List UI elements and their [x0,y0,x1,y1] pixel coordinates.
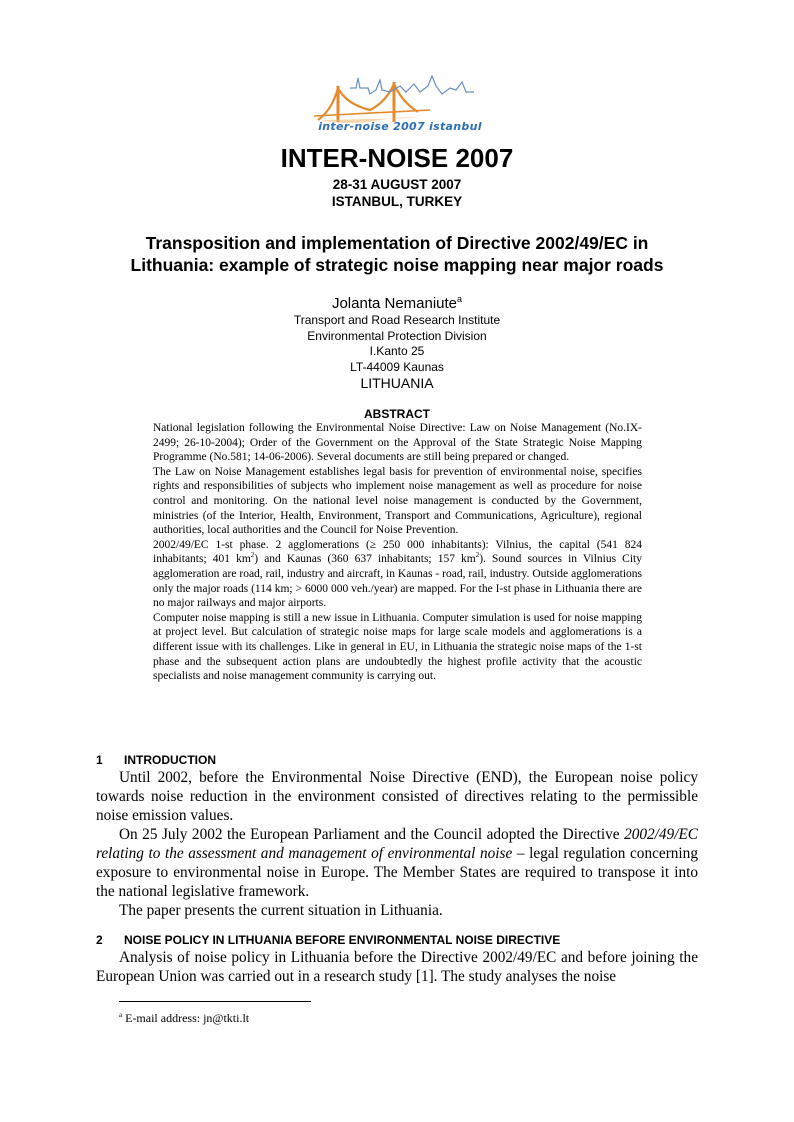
body-paragraph: The paper presents the current situation in Lithuania. [119,902,443,919]
paper-title-line-1: Transposition and implementation of Directive 2002/49/EC in [145,233,649,253]
logo-caption: inter-noise 2007 istanbul [318,120,482,133]
footnote: $^a$ E-mail address: jn@tkti.lt [119,1011,250,1025]
section-heading-noise-policy: 2 NOISE POLICY IN LITHUANIA BEFORE ENVIRONMENTAL NOISE DIRECTIVE [96,933,561,947]
body-paragraph: On 25 July 2002 the European Parliament and the Council adopted the Directive 2002/49/EC relating to the assessment and management of environmental noise – legal regulation concerning exposure to environmental noise in Europe. The Member States are required to transpose it into the national legislative framework. [96,826,698,900]
abstract-heading: ABSTRACT [364,407,430,421]
abstract-paragraph: The Law on Noise Management establishes legal basis for prevention of environmental noise, specifies rights and responsibilities of subjects who implement noise management as well as procedure for noise control and monitoring. On the national level noise management is conducted by the Government, ministries (of the Interior, Health, Environment, Transport and Communications, Agriculture), regional authorities, local authorities and the Council for Noise Prevention. [153,465,642,537]
affiliation-street: I.Kanto 25 [369,344,425,358]
affiliation-country: LITHUANIA [360,375,434,391]
author-name: Jolanta Nemaniute$^a$ [331,294,463,312]
conference-title: INTER-NOISE 2007 [280,143,514,173]
abstract-body [153,421,642,684]
bridge-icon [314,82,430,123]
paper-title [100,232,694,276]
abstract-paragraph: National legislation following the Environmental Noise Directive: Law on Noise Management (No.IX-2499; 26-10-2004); Order of the Government on the Approval of the State Strategic Noise Mapping Programme (No.581; 14-06-2006). Several documents are still being prepared or changed. [153,422,642,464]
section-noise-policy-body [96,948,698,986]
skyline-icon [350,76,474,94]
affiliation-city: LT-44009 Kaunas [350,359,444,374]
author-block [0,290,794,392]
section-introduction-body [96,768,698,920]
body-paragraph: Analysis of noise policy in Lithuania before the Directive 2002/49/EC and before joining the European Union was carried out in a research study [1]. The study analyses the noise [96,949,698,985]
footnote-rule [119,1001,311,1002]
conference-location: ISTANBUL, TURKEY [331,194,463,209]
affiliation-institute: Transport and Road Research Institute [293,313,501,327]
affiliation-division: Environmental Protection Division [307,328,487,343]
author-footnote-mark: a [457,294,463,304]
conference-dates: 28-31 AUGUST 2007 [332,177,462,192]
abstract-paragraph: Computer noise mapping is still a new issue in Lithuania. Computer simulation is used for noise mapping at project level. But calculation of strategic noise maps for large scale models and agglomerations is a different issue with its challenges. Like in general in EU, in Lithuania the strategic noise maps of the 1-st phase and the subsequent action plans are undoubtedly the highest profile activity that the acoustic specialists and noise management community is carrying out. [153,611,642,683]
body-paragraph: Until 2002, before the Environmental Noise Directive (END), the European noise policy towards noise reduction in the environment consisted of directives relating to the permissible noise emission values. [96,769,698,824]
section-heading-introduction: 1 INTRODUCTION [96,753,216,767]
abstract-paragraph: 2002/49/EC 1-st phase. 2 agglomerations (≥ 250 000 inhabitants): Vilnius, the capital (541 824 inhabitants; 401 $km^2$) and Kaunas (360 637 inhabitants; 157 $km^2$). Sound sources in Vilnius City agglomeration are road, rail, industry and aircraft, in Kaunas - road, rail, industry. Outside agglomerations only the major roads (114 km; > 6000 000 veh./year) are mapped. For the I-st phase in Lithuania there are no major railways and major airports. [153,538,642,610]
paper-title-line-2: Lithuania: example of strategic noise mapping near major roads [130,255,664,275]
